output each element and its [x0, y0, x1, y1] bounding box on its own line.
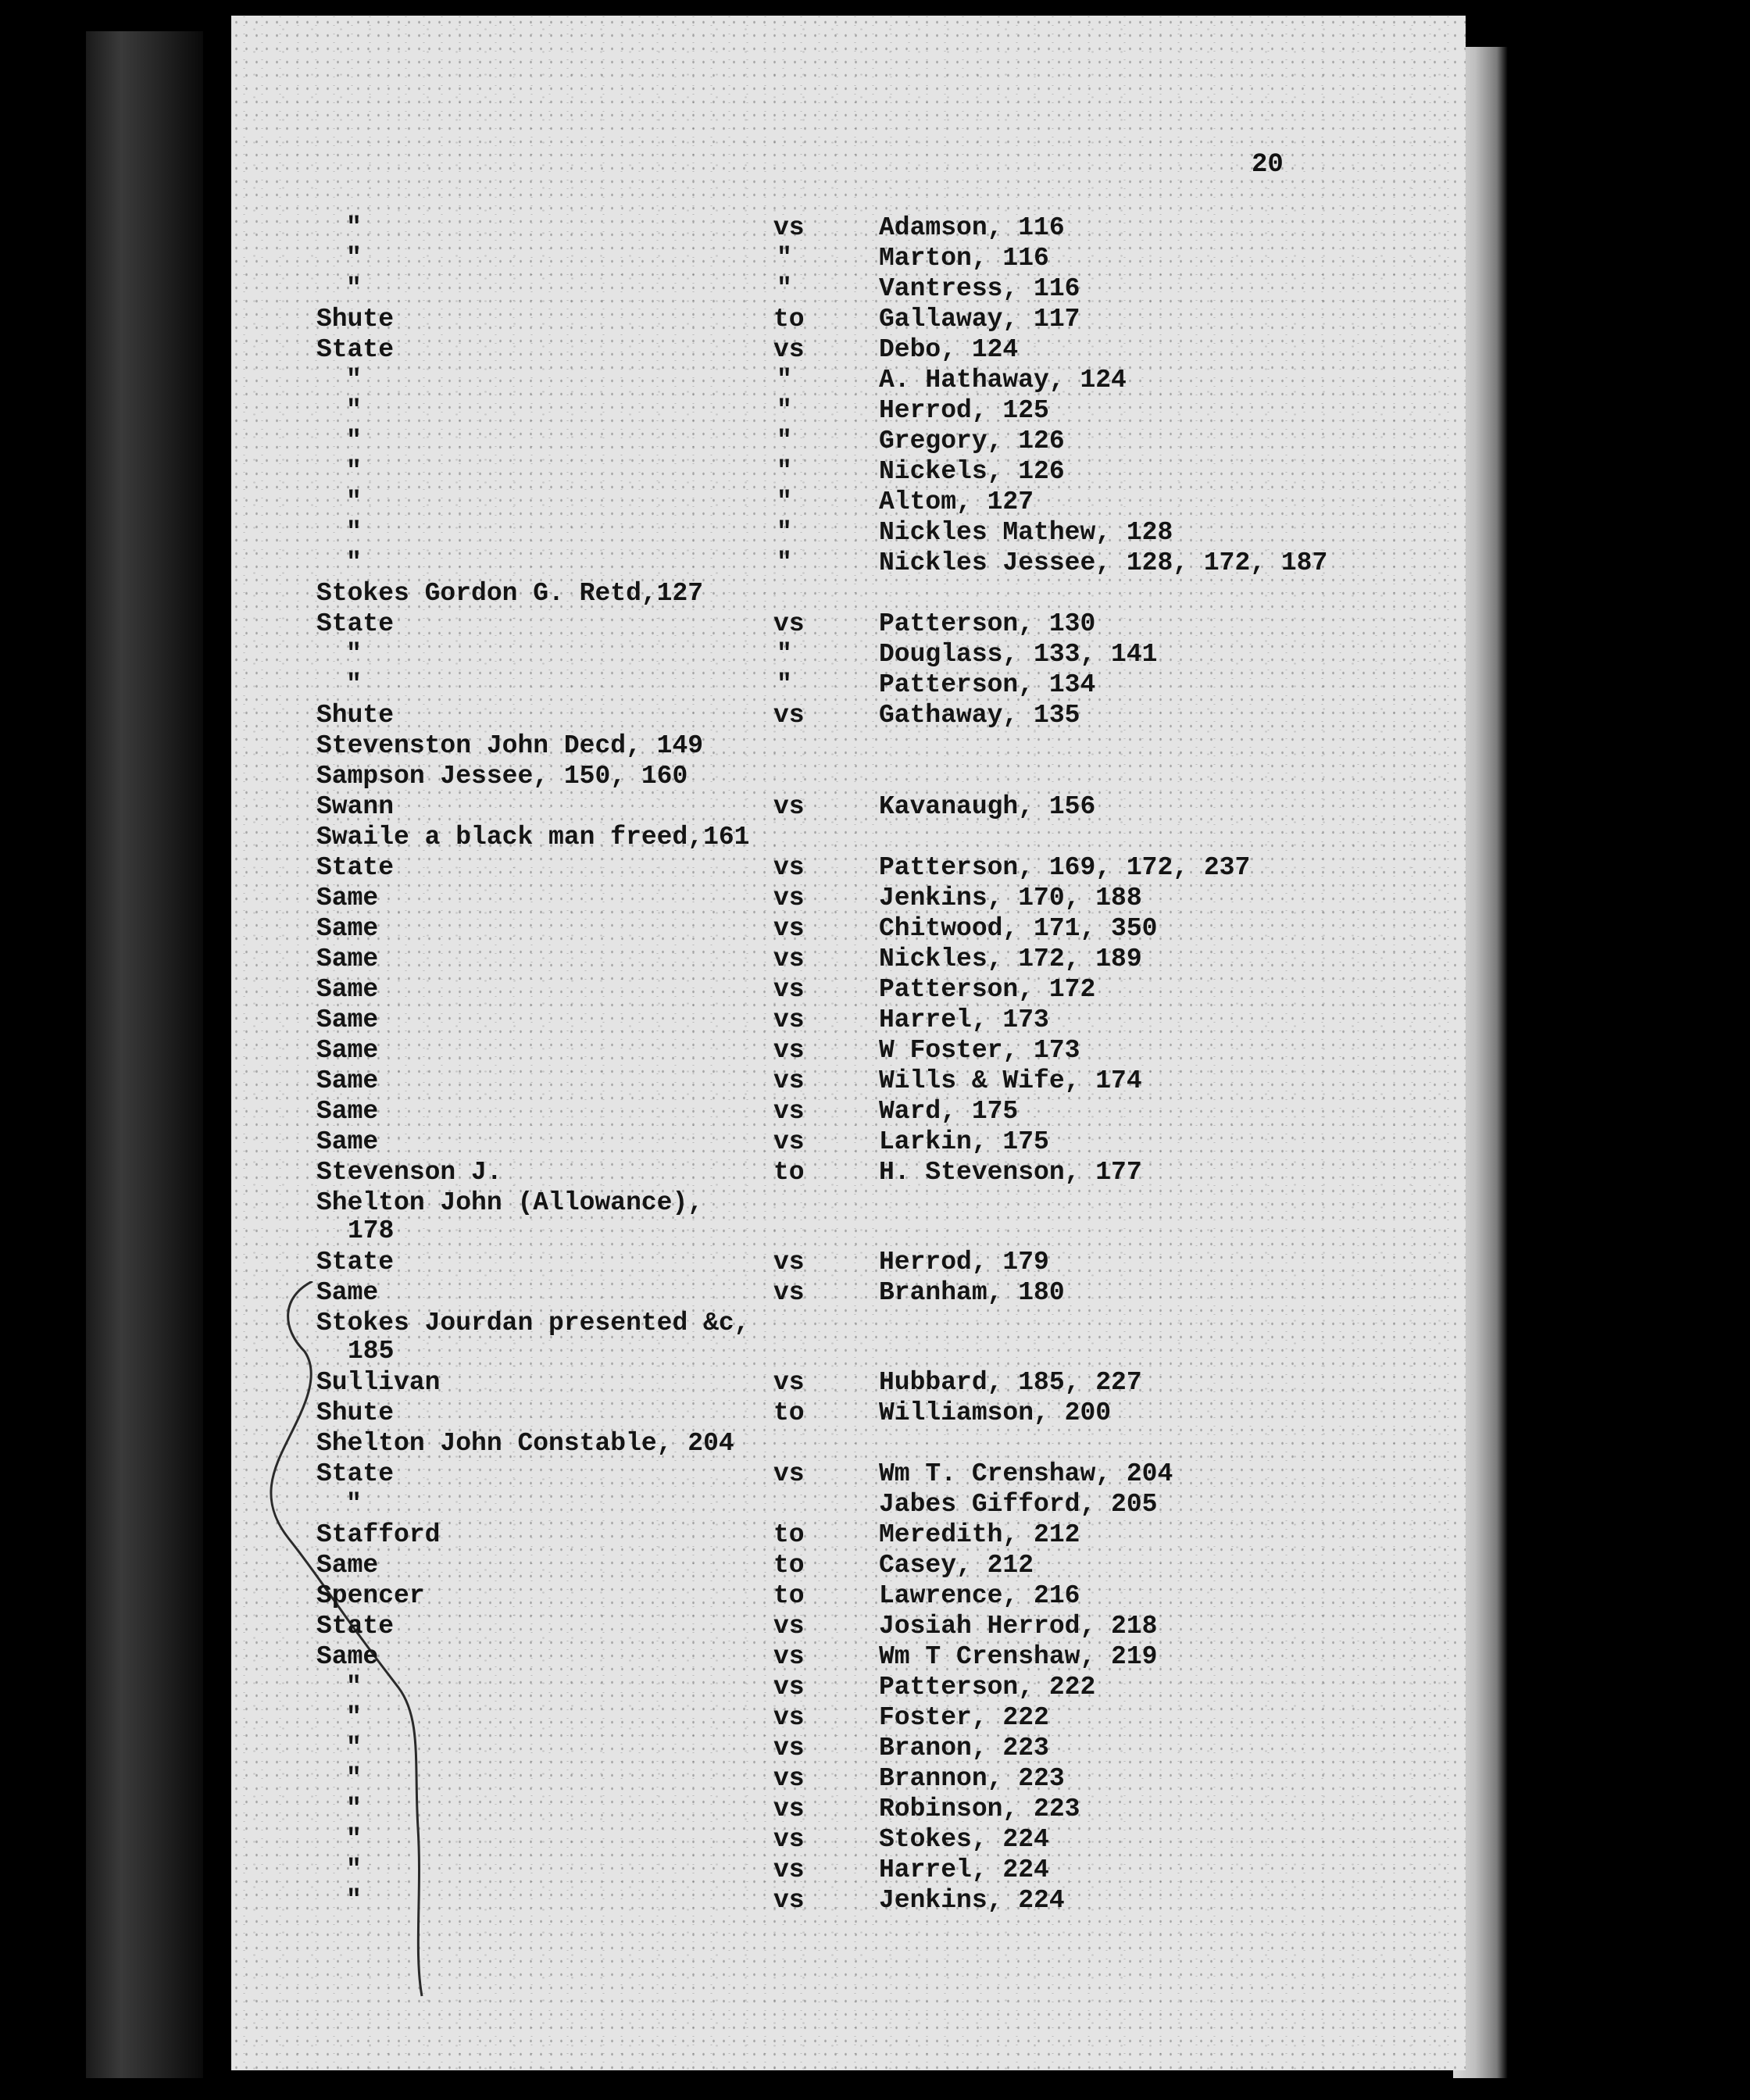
entry-party: Stokes Jourdan presented &c, [316, 1309, 750, 1338]
entry-party [316, 1763, 362, 1794]
entry-party: Same [316, 1127, 379, 1156]
index-entry [0, 639, 1750, 670]
entry-opponent: Nickles Mathew, 128 [879, 518, 1173, 547]
entry-opponent: Chitwood, 171, 350 [879, 914, 1158, 943]
entry-opponent: H. Stevenson, 177 [879, 1158, 1142, 1187]
index-entry [0, 1550, 1750, 1580]
index-entry [0, 1763, 1750, 1794]
entry-party: Same [316, 914, 379, 943]
entry-relation: vs [773, 1795, 805, 1823]
index-entry [0, 1459, 1750, 1489]
ditto-mark: " [777, 488, 792, 516]
entry-relation: vs [773, 945, 805, 973]
entry-party: Stokes Gordon G. Retd,127 [316, 579, 704, 608]
entry-party [316, 426, 362, 456]
entry-party [316, 456, 362, 487]
index-entry [0, 730, 1750, 761]
index-entry [0, 1005, 1750, 1035]
entry-opponent: Douglass, 133, 141 [879, 640, 1158, 669]
ditto-mark: " [346, 366, 362, 395]
entry-party [316, 1885, 362, 1916]
index-entry [0, 913, 1750, 944]
entry-opponent: Williamson, 200 [879, 1398, 1112, 1427]
index-entry [0, 822, 1750, 852]
ditto-mark: " [346, 1795, 362, 1823]
entry-party: Stafford [316, 1520, 441, 1549]
entry-relation [773, 517, 792, 548]
entry-opponent: Gregory, 126 [879, 427, 1065, 455]
ditto-mark: " [777, 548, 792, 577]
entry-relation [773, 426, 792, 456]
entry-opponent: Gallaway, 117 [879, 305, 1080, 334]
entry-opponent: Hubbard, 185, 227 [879, 1368, 1142, 1397]
index-entry [0, 1188, 1750, 1245]
entry-party [316, 273, 362, 304]
entry-relation: to [773, 1158, 805, 1187]
entry-opponent: Marton, 116 [879, 244, 1049, 273]
index-entry [0, 365, 1750, 395]
ditto-mark: " [777, 366, 792, 395]
entry-party [316, 1824, 362, 1855]
entry-party: Same [316, 1036, 379, 1065]
entry-party [316, 639, 362, 670]
entry-opponent: Kavanaugh, 156 [879, 792, 1096, 821]
entry-relation: vs [773, 213, 805, 242]
entry-relation [773, 456, 792, 487]
entry-party: State [316, 1459, 395, 1488]
entry-opponent: Jabes Gifford, 205 [879, 1490, 1158, 1519]
entry-relation: to [773, 1398, 805, 1427]
entry-party: Shelton John (Allowance), [316, 1188, 704, 1217]
ditto-mark: " [346, 396, 362, 425]
entry-relation: vs [773, 853, 805, 882]
entry-relation: vs [773, 884, 805, 912]
entry-party [316, 487, 362, 517]
entry-opponent: Harrel, 173 [879, 1005, 1049, 1034]
entry-opponent: Patterson, 134 [879, 670, 1096, 699]
page-number: 20 [1252, 150, 1284, 180]
index-entry [0, 1428, 1750, 1459]
ditto-mark: " [777, 244, 792, 273]
entry-party: Same [316, 1278, 379, 1307]
entry-party [316, 243, 362, 273]
index-entry [0, 1641, 1750, 1672]
entry-party: Shute [316, 1398, 395, 1427]
index-entry [0, 1733, 1750, 1763]
entry-opponent: Josiah Herrod, 218 [879, 1612, 1158, 1641]
entry-relation: vs [773, 1703, 805, 1732]
index-entry [0, 517, 1750, 548]
ditto-mark: " [777, 640, 792, 669]
entry-relation: vs [773, 1734, 805, 1762]
entry-relation: vs [773, 1764, 805, 1793]
entry-party [316, 1733, 362, 1763]
ditto-mark: " [346, 1490, 362, 1519]
entry-relation: vs [773, 1097, 805, 1126]
index-entry [0, 700, 1750, 730]
entry-opponent: Casey, 212 [879, 1551, 1034, 1580]
entry-opponent: Ward, 175 [879, 1097, 1019, 1126]
entry-opponent: Larkin, 175 [879, 1127, 1049, 1156]
entry-party: State [316, 1248, 395, 1277]
entry-party [316, 1702, 362, 1733]
ditto-mark: " [346, 1825, 362, 1854]
index-entry [0, 1367, 1750, 1398]
ditto-mark: " [346, 1734, 362, 1762]
entry-party: Stevenston John Decd, 149 [316, 731, 704, 760]
index-entry [0, 670, 1750, 700]
entry-party: Same [316, 1097, 379, 1126]
entry-opponent: Nickels, 126 [879, 457, 1065, 486]
entry-relation: vs [773, 975, 805, 1004]
index-entry [0, 791, 1750, 822]
ditto-mark: " [346, 1764, 362, 1793]
ditto-mark: " [777, 518, 792, 547]
entry-relation: vs [773, 1825, 805, 1854]
entry-party: Same [316, 884, 379, 912]
entry-opponent: Patterson, 172 [879, 975, 1096, 1004]
entry-relation: vs [773, 792, 805, 821]
entry-party: Same [316, 1066, 379, 1095]
ditto-mark: " [346, 670, 362, 699]
entry-party: State [316, 609, 395, 638]
index-entry [0, 1672, 1750, 1702]
entry-relation: vs [773, 1278, 805, 1307]
entry-opponent: Gathaway, 135 [879, 701, 1080, 730]
entry-opponent: Branham, 180 [879, 1278, 1065, 1307]
entry-party: Same [316, 1551, 379, 1580]
entry-opponent: Wm T Crenshaw, 219 [879, 1642, 1158, 1671]
ditto-mark: " [346, 213, 362, 242]
index-entry [0, 1520, 1750, 1550]
entry-continuation: 178 [348, 1216, 395, 1245]
entry-party: Shute [316, 305, 395, 334]
ditto-mark: " [777, 457, 792, 486]
entry-party [316, 670, 362, 700]
entry-party [316, 212, 362, 243]
index-entry [0, 1824, 1750, 1855]
index-entry [0, 1489, 1750, 1520]
ditto-mark: " [346, 427, 362, 455]
entry-opponent: Robinson, 223 [879, 1795, 1080, 1823]
entry-party: Swann [316, 792, 395, 821]
index-entry [0, 1127, 1750, 1157]
entry-opponent: Meredith, 212 [879, 1520, 1080, 1549]
index-entry [0, 273, 1750, 304]
entry-relation: vs [773, 1066, 805, 1095]
index-entry [0, 426, 1750, 456]
index-entry [0, 395, 1750, 426]
ditto-mark: " [346, 548, 362, 577]
entry-relation [773, 273, 792, 304]
entry-relation [773, 487, 792, 517]
entry-relation: vs [773, 701, 805, 730]
index-entry [0, 1066, 1750, 1096]
index-entry [0, 609, 1750, 639]
ditto-mark: " [346, 1855, 362, 1884]
index-entry [0, 1580, 1750, 1611]
entry-opponent: Jenkins, 224 [879, 1886, 1065, 1915]
entry-opponent: Herrod, 125 [879, 396, 1049, 425]
entry-relation: to [773, 1551, 805, 1580]
ditto-mark: " [346, 1703, 362, 1732]
entry-relation: vs [773, 1673, 805, 1702]
entry-opponent: W Foster, 173 [879, 1036, 1080, 1065]
entry-relation: vs [773, 1642, 805, 1671]
entry-opponent: Branon, 223 [879, 1734, 1049, 1762]
entry-relation: vs [773, 609, 805, 638]
entry-continuation: 185 [348, 1337, 395, 1366]
index-entry [0, 852, 1750, 883]
entry-party: State [316, 853, 395, 882]
entry-party: Same [316, 1005, 379, 1034]
index-entry [0, 1035, 1750, 1066]
entry-party: Same [316, 975, 379, 1004]
entry-party: Stevenson J. [316, 1158, 502, 1187]
index-entry [0, 243, 1750, 273]
ditto-mark: " [346, 640, 362, 669]
entry-opponent: Wills & Wife, 174 [879, 1066, 1142, 1095]
entry-relation [773, 243, 792, 273]
entry-party: State [316, 335, 395, 364]
index-entry [0, 1096, 1750, 1127]
entry-relation: vs [773, 1036, 805, 1065]
entry-opponent: Jenkins, 170, 188 [879, 884, 1142, 912]
ditto-mark: " [777, 396, 792, 425]
index-entry [0, 1277, 1750, 1308]
entry-opponent: Wm T. Crenshaw, 204 [879, 1459, 1173, 1488]
ditto-mark: " [346, 1673, 362, 1702]
entry-relation: vs [773, 1368, 805, 1397]
entry-party [316, 1794, 362, 1824]
ditto-mark: " [346, 274, 362, 303]
index-entry [0, 1157, 1750, 1188]
index-entry [0, 578, 1750, 609]
entry-opponent: Foster, 222 [879, 1703, 1049, 1732]
entry-opponent: Altom, 127 [879, 488, 1034, 516]
index-entry [0, 1308, 1750, 1366]
entry-opponent: Patterson, 222 [879, 1673, 1096, 1702]
index-entry [0, 1794, 1750, 1824]
entry-party: Sullivan [316, 1368, 441, 1397]
ditto-mark: " [346, 457, 362, 486]
ditto-mark: " [346, 518, 362, 547]
index-entry [0, 1702, 1750, 1733]
entry-party: Spencer [316, 1581, 425, 1610]
index-entry [0, 944, 1750, 974]
entry-relation: vs [773, 1005, 805, 1034]
entry-party [316, 1855, 362, 1885]
entry-party: Sampson Jessee, 150, 160 [316, 762, 688, 791]
entry-relation: vs [773, 335, 805, 364]
entry-opponent: Vantress, 116 [879, 274, 1080, 303]
index-entry [0, 883, 1750, 913]
entry-party: State [316, 1612, 395, 1641]
index-entry [0, 334, 1750, 365]
entry-relation: vs [773, 1248, 805, 1277]
entry-opponent: Debo, 124 [879, 335, 1019, 364]
entry-party [316, 1489, 362, 1520]
entry-opponent: Patterson, 130 [879, 609, 1096, 638]
entry-relation: to [773, 1581, 805, 1610]
index-entry [0, 1398, 1750, 1428]
entry-party [316, 1672, 362, 1702]
entry-opponent: Nickles, 172, 189 [879, 945, 1142, 973]
entry-opponent: Stokes, 224 [879, 1825, 1049, 1854]
index-entry [0, 1885, 1750, 1916]
entry-opponent: Herrod, 179 [879, 1248, 1049, 1277]
entry-party [316, 395, 362, 426]
entry-party [316, 517, 362, 548]
index-entry [0, 304, 1750, 334]
index-entry [0, 548, 1750, 578]
entry-party: Same [316, 1642, 379, 1671]
entry-opponent: Nickles Jessee, 128, 172, 187 [879, 548, 1328, 577]
entry-relation: vs [773, 1612, 805, 1641]
entry-relation [773, 670, 792, 700]
entry-relation [773, 395, 792, 426]
entry-opponent: Brannon, 223 [879, 1764, 1065, 1793]
index-entry [0, 1611, 1750, 1641]
ditto-mark: " [777, 670, 792, 699]
entry-relation: to [773, 1520, 805, 1549]
ditto-mark: " [346, 1886, 362, 1915]
entry-party: Shelton John Constable, 204 [316, 1429, 734, 1458]
ditto-mark: " [777, 274, 792, 303]
index-entry [0, 974, 1750, 1005]
index-entry [0, 487, 1750, 517]
entry-relation [773, 639, 792, 670]
entry-opponent: Patterson, 169, 172, 237 [879, 853, 1251, 882]
entry-relation: vs [773, 1855, 805, 1884]
ditto-mark: " [346, 244, 362, 273]
entry-party: Same [316, 945, 379, 973]
entry-relation: vs [773, 1459, 805, 1488]
ditto-mark: " [777, 427, 792, 455]
entry-relation: to [773, 305, 805, 334]
entry-opponent: Adamson, 116 [879, 213, 1065, 242]
index-entry [0, 761, 1750, 791]
index-entry [0, 456, 1750, 487]
entry-opponent: A. Hathaway, 124 [879, 366, 1127, 395]
index-entry [0, 1855, 1750, 1885]
entry-opponent: Lawrence, 216 [879, 1581, 1080, 1610]
index-entry [0, 1247, 1750, 1277]
entry-party: Shute [316, 701, 395, 730]
entry-relation [773, 365, 792, 395]
entry-opponent: Harrel, 224 [879, 1855, 1049, 1884]
entry-relation [773, 548, 792, 578]
ditto-mark: " [346, 488, 362, 516]
entry-party: Swaile a black man freed,161 [316, 823, 750, 852]
entry-party [316, 548, 362, 578]
entry-relation: vs [773, 1886, 805, 1915]
entry-relation: vs [773, 914, 805, 943]
entry-relation: vs [773, 1127, 805, 1156]
index-entry [0, 212, 1750, 243]
entry-party [316, 365, 362, 395]
